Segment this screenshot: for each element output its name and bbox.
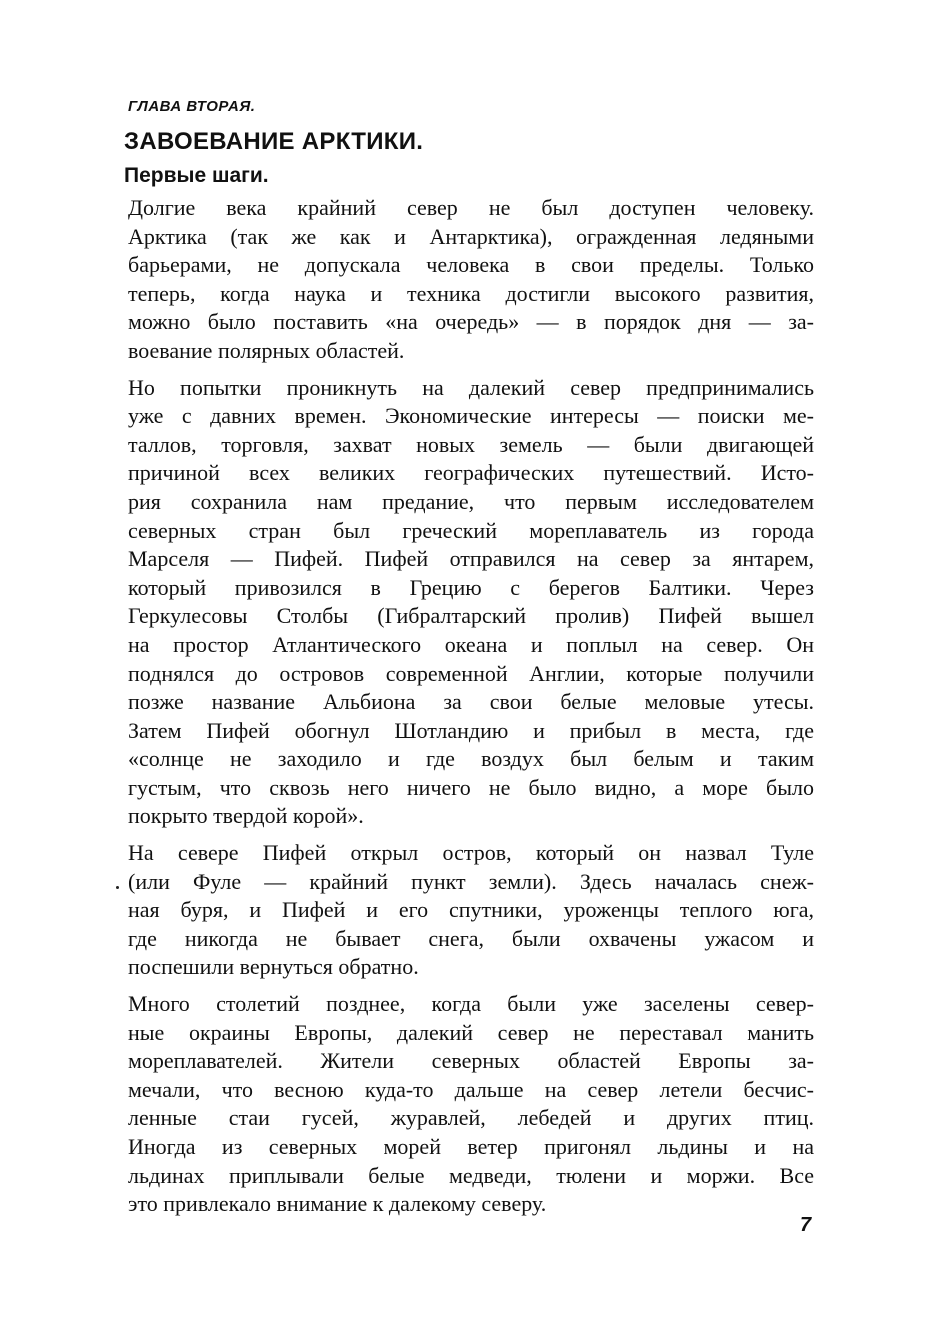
text-line: льдинах приплывали белые медведи, тюлени и моржи. Все (128, 1162, 814, 1188)
paragraph (128, 839, 814, 982)
text-line: На севере Пифей открыл остров, который он назвал Туле (128, 840, 814, 866)
text-line: Марселя — Пифей. Пифей отправился на север за янтарем, (128, 546, 814, 572)
text-line: теперь, когда наука и техника достигли высокого развития, (128, 280, 814, 306)
paragraph (128, 374, 814, 832)
margin-mark (116, 886, 119, 889)
paragraph (128, 990, 814, 1219)
text-line: ные окраины Европы, далекий север не переставал манить (128, 1019, 814, 1045)
text-line: поспешили вернуться обратно. (128, 954, 419, 980)
text-line: Арктика (так же как и Антарктика), огражденная ледяными (128, 223, 814, 249)
text-line: покрыто твердой корой». (128, 803, 364, 829)
text-line: позже название Альбиона за свои белые меловые утесы. (128, 689, 814, 715)
page-number: 7 (800, 1214, 812, 1236)
text-line: Но попытки проникнуть на далекий север предпринимались (128, 374, 814, 400)
text-line: поднялся до островов современной Англии, которые получили (128, 660, 814, 686)
text-line: мечали, что весною куда-то дальше на север летели бесчис- (128, 1076, 814, 1102)
text-line: можно было поставить «на очередь» — в порядок дня — за- (128, 309, 814, 335)
text-line: Иногда из северных морей ветер пригонял льдины и на (128, 1134, 814, 1159)
text-line: на простор Атлантического океана и поплыл на север. Он (128, 631, 814, 657)
text-line: где никогда не бывает снега, были охвачены ужасом и (128, 925, 814, 951)
text-line: Много столетий позднее, когда были уже заселены север- (128, 991, 814, 1017)
chapter-label: ГЛАВА ВТОРАЯ. (128, 98, 256, 115)
text-line: Затем Пифей обогнул Шотландию и прибыл в места, где (128, 717, 814, 743)
text-line: мореплавателей. Жители северных областей Европы за- (128, 1048, 814, 1074)
text-line: рия сохранила нам предание, что первым исследователем (128, 488, 814, 514)
text-line: таллов, торговля, захват новых земель — были двигающей (128, 431, 814, 457)
text-line: который привозился в Грецию с берегов Балтики. Через (128, 574, 814, 600)
text-line: уже с давних времен. Экономические интересы — поиски ме- (128, 403, 814, 429)
body-text (128, 194, 814, 1227)
chapter-title: ЗАВОЕВАНИЕ АРКТИКИ. (124, 128, 424, 155)
text-line: барьерами, не допускала человека в свои пределы. Только (128, 252, 814, 278)
text-line: причиной всех великих географических путешествий. Исто- (128, 460, 814, 486)
text-line: Долгие века крайний север не был доступен человеку. (128, 195, 814, 220)
text-line: густым, что сквозь него ничего не было видно, а море было (128, 774, 814, 800)
text-line: «солнце не заходило и где воздух был белым и таким (128, 746, 814, 772)
text-line: воевание полярных областей. (128, 337, 405, 363)
text-line: северных стран был греческий мореплаватель из города (128, 517, 814, 543)
text-line: Геркулесовы Столбы (Гибралтарский пролив) Пифей вышел (128, 603, 814, 629)
text-line: ная буря, и Пифей и его спутники, уроженцы теплого юга, (128, 897, 814, 923)
section-title: Первые шаги. (124, 164, 269, 187)
text-line: (или Фуле — крайний пункт земли). Здесь началась снеж- (128, 868, 814, 894)
text-line: это привлекало внимание к далекому северу. (128, 1191, 547, 1217)
text-line: ленные стаи гусей, журавлей, лебедей и других птиц. (128, 1105, 814, 1131)
paragraph (128, 194, 814, 366)
